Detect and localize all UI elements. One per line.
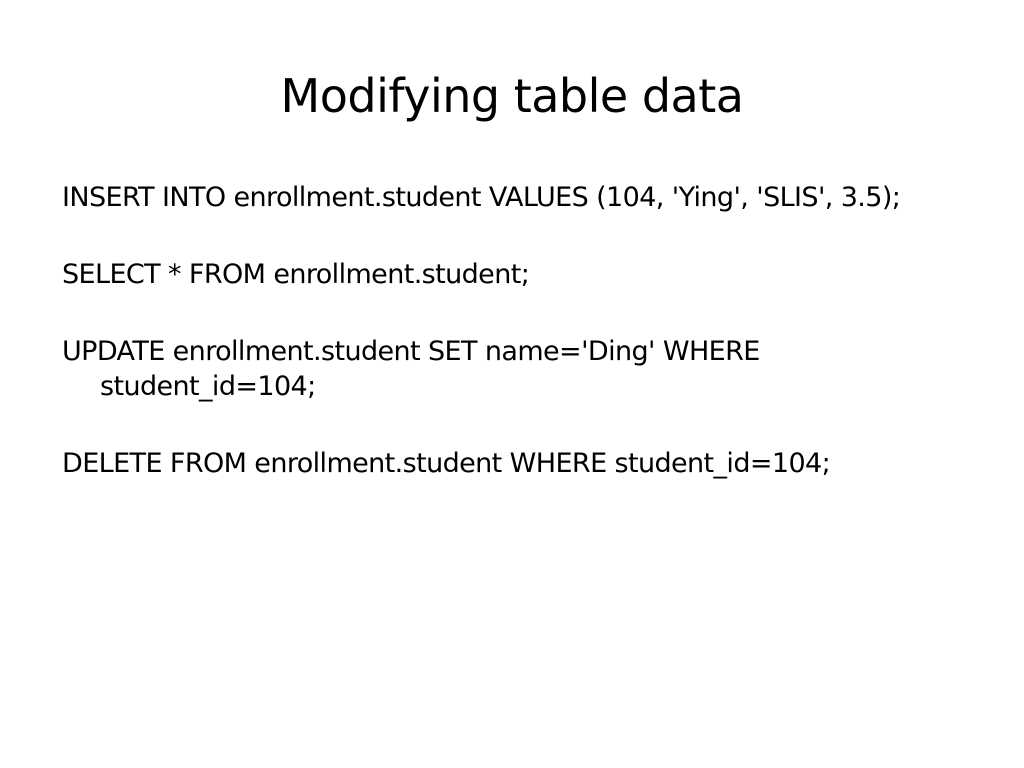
select-statement: SELECT * FROM enrollment.student; bbox=[62, 259, 530, 290]
statement-list bbox=[62, 180, 962, 481]
update-statement: UPDATE enrollment.student SET name='Ding' WHERE student_id=104; bbox=[62, 336, 760, 402]
insert-statement: INSERT INTO enrollment.student VALUES (104, 'Ying', 'SLIS', 3.5); bbox=[62, 182, 901, 213]
slide-title: Modifying table data bbox=[280, 69, 744, 123]
delete-statement: DELETE FROM enrollment.student WHERE student_id=104; bbox=[62, 448, 831, 479]
